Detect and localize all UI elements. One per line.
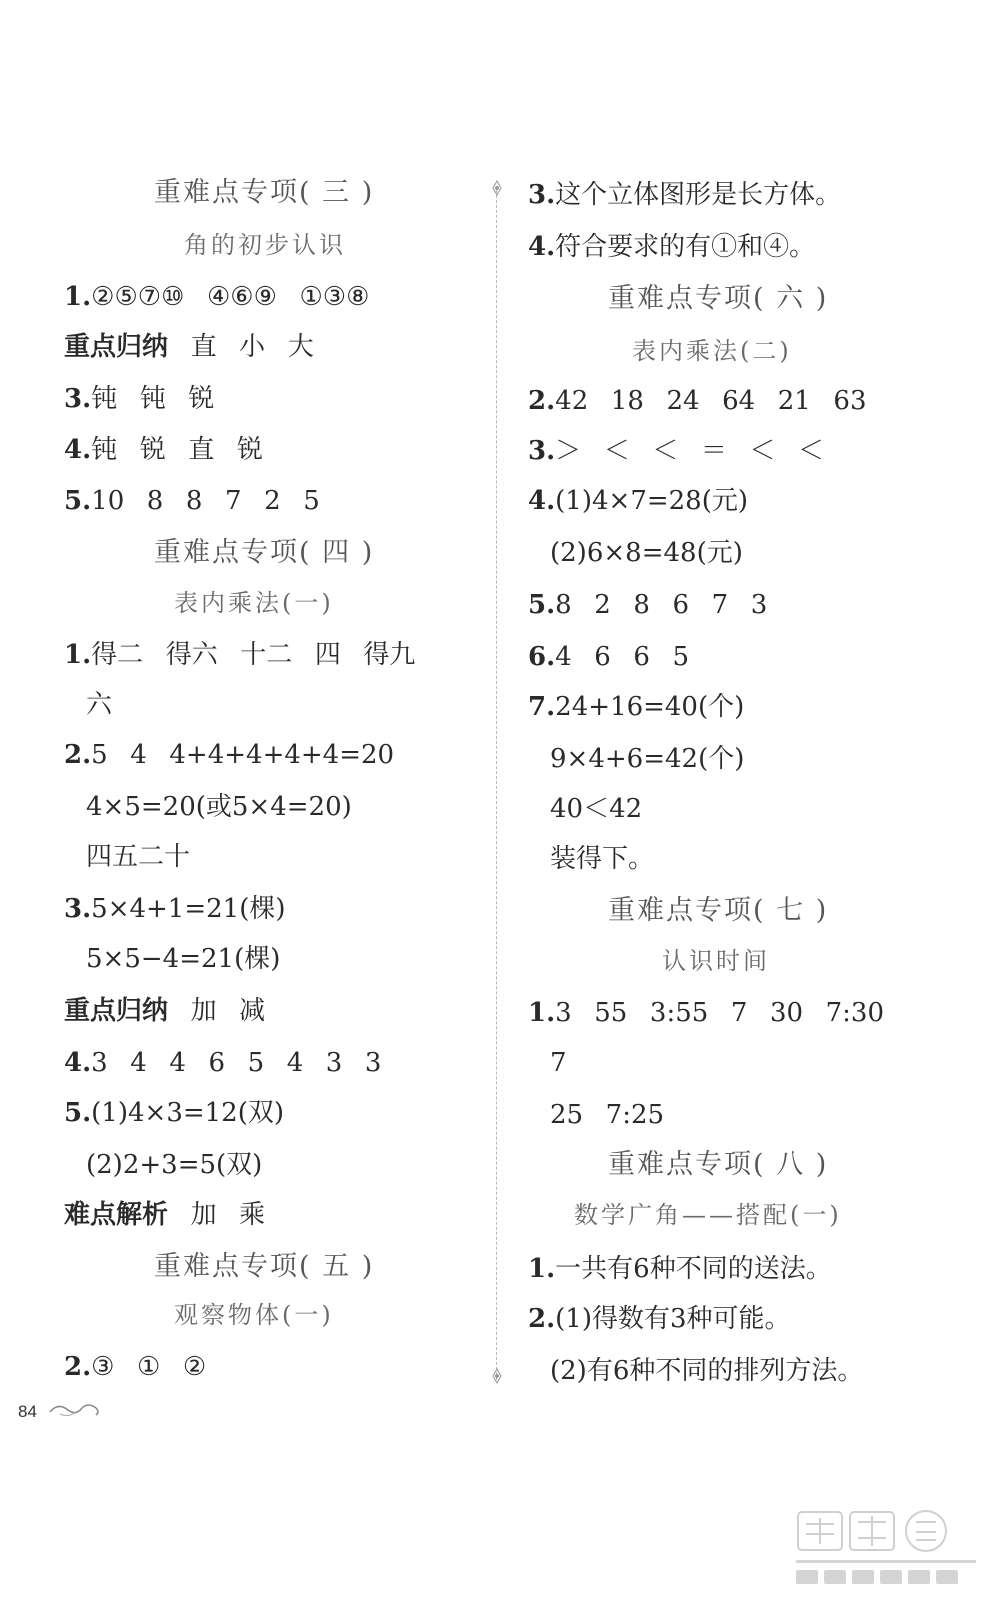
question-number: 6. — [528, 642, 556, 672]
section-6-title: 重难点专项( 六 ) — [608, 283, 829, 314]
answer-text: ③ ① ② — [91, 1352, 207, 1382]
section-5-title: 重难点专项( 五 ) — [154, 1251, 375, 1282]
answer-text: 4 6 6 5 — [555, 642, 690, 672]
question-number: 2. — [64, 1352, 92, 1382]
answer-line — [64, 1096, 284, 1130]
answer-text: 钝 锐 直 锐 — [91, 435, 263, 465]
answer-line: (2)有6种不同的排列方法。 — [550, 1356, 864, 1386]
question-number: 2. — [528, 386, 556, 416]
answer-line — [528, 1252, 832, 1286]
answer-text: 一共有6种不同的送法。 — [555, 1254, 832, 1284]
answer-line — [64, 638, 415, 672]
section-5-subtitle: 观察物体(一) — [174, 1301, 334, 1329]
question-number: 1. — [64, 282, 92, 312]
question-number: 2. — [528, 1304, 556, 1334]
answer-line: 四五二十 — [86, 842, 191, 872]
section-4-subtitle: 表内乘法(一) — [174, 589, 334, 617]
question-number: 3. — [64, 384, 92, 414]
answer-text: ②⑤⑦⑩ ④⑥⑨ ①③⑧ — [91, 282, 370, 312]
question-number: 1. — [64, 640, 92, 670]
divider-ornament-icon — [489, 180, 505, 196]
answer-line — [528, 690, 744, 724]
question-number: 3. — [528, 436, 556, 466]
answer-line — [64, 484, 320, 518]
answer-line: 9×4+6=42(个) — [550, 744, 745, 774]
question-number: 3. — [64, 894, 92, 924]
answer-text: 5 4 4+4+4+4+4=20 — [91, 740, 395, 770]
divider-ornament-icon — [489, 1368, 505, 1384]
section-7-subtitle: 认识时间 — [662, 947, 770, 975]
answer-line — [64, 280, 369, 314]
cloud-swirl-icon — [46, 1398, 106, 1420]
answer-text: 符合要求的有①和④。 — [555, 232, 816, 262]
answer-line: (2)6×8=48(元) — [550, 538, 743, 568]
label-difficulty-analysis: 难点解析 — [64, 1200, 169, 1230]
section-7-title: 重难点专项( 七 ) — [608, 895, 829, 926]
answer-text: 3 4 4 6 5 4 3 3 — [91, 1048, 382, 1078]
answer-line — [64, 330, 314, 364]
label-key-summary: 重点归纳 — [64, 332, 169, 362]
answer-line — [528, 484, 748, 518]
question-number: 4. — [528, 232, 556, 262]
section-3-title: 重难点专项( 三 ) — [154, 177, 375, 208]
question-number: 4. — [64, 1048, 92, 1078]
answer-line — [64, 1046, 381, 1080]
question-number: 2. — [64, 740, 92, 770]
answer-line — [528, 640, 689, 674]
answer-text: ＞ ＜ ＜ ＝ ＜ ＜ — [555, 436, 824, 466]
answer-text: 10 8 8 7 2 5 — [91, 486, 320, 516]
page-number: 84 — [18, 1402, 37, 1421]
watermark-logo-icon — [786, 1508, 986, 1588]
answer-line — [528, 588, 767, 622]
label-key-summary: 重点归纳 — [64, 996, 169, 1026]
question-number: 4. — [528, 486, 556, 516]
question-number: 5. — [64, 1098, 92, 1128]
question-number: 7. — [528, 692, 556, 722]
answer-line — [528, 1302, 791, 1336]
answer-line: 5×5−4=21(棵) — [86, 944, 281, 974]
section-3-subtitle: 角的初步认识 — [184, 231, 346, 259]
section-6-subtitle: 表内乘法(二) — [632, 337, 792, 365]
answer-line: (2)2+3=5(双) — [86, 1150, 263, 1180]
answer-line — [528, 434, 824, 468]
column-divider — [496, 190, 497, 1380]
answer-line: 7 — [550, 1048, 567, 1078]
section-8-subtitle: 数学广角——搭配(一) — [574, 1201, 842, 1229]
answer-line: 装得下。 — [550, 844, 655, 874]
answer-line: 六 — [86, 690, 113, 720]
answer-text: 加 减 — [190, 996, 266, 1026]
answer-text: 得二 得六 十二 四 得九 — [91, 640, 416, 670]
answer-line — [64, 994, 265, 1028]
answer-line — [64, 1198, 265, 1232]
answer-line: 40＜42 — [550, 794, 643, 824]
answer-text: 钝 钝 锐 — [91, 384, 215, 414]
question-number: 5. — [528, 590, 556, 620]
answer-line: 25 7:25 — [550, 1100, 665, 1130]
answer-text: 加 乘 — [190, 1200, 266, 1230]
answer-text: 42 18 24 64 21 63 — [555, 386, 867, 416]
question-number: 3. — [528, 180, 556, 210]
question-number: 1. — [528, 998, 556, 1028]
answer-line — [64, 433, 263, 467]
answer-text: 直 小 大 — [190, 332, 314, 362]
answer-text: (1)得数有3种可能。 — [555, 1304, 791, 1334]
answer-text: 这个立体图形是长方体。 — [555, 180, 842, 210]
section-4-title: 重难点专项( 四 ) — [154, 537, 375, 568]
question-number: 4. — [64, 435, 92, 465]
answer-text: 5×4+1=21(棵) — [91, 894, 286, 924]
answer-line: 4×5=20(或5×4=20) — [86, 792, 352, 822]
answer-text: 24+16=40(个) — [555, 692, 745, 722]
answer-text: (1)4×7=28(元) — [555, 486, 749, 516]
answer-line — [528, 230, 815, 264]
question-number: 1. — [528, 1254, 556, 1284]
answer-line — [528, 384, 866, 418]
answer-line — [64, 892, 286, 926]
answer-text: 8 2 8 6 7 3 — [555, 590, 768, 620]
answer-text: (1)4×3=12(双) — [91, 1098, 285, 1128]
answer-line — [64, 738, 394, 772]
answer-line — [528, 178, 841, 212]
question-number: 5. — [64, 486, 92, 516]
answer-line — [64, 382, 214, 416]
section-8-title: 重难点专项( 八 ) — [608, 1149, 829, 1180]
answer-text: 3 55 3:55 7 30 7:30 — [555, 998, 885, 1028]
answer-line — [64, 1350, 206, 1384]
answer-line — [528, 996, 884, 1030]
